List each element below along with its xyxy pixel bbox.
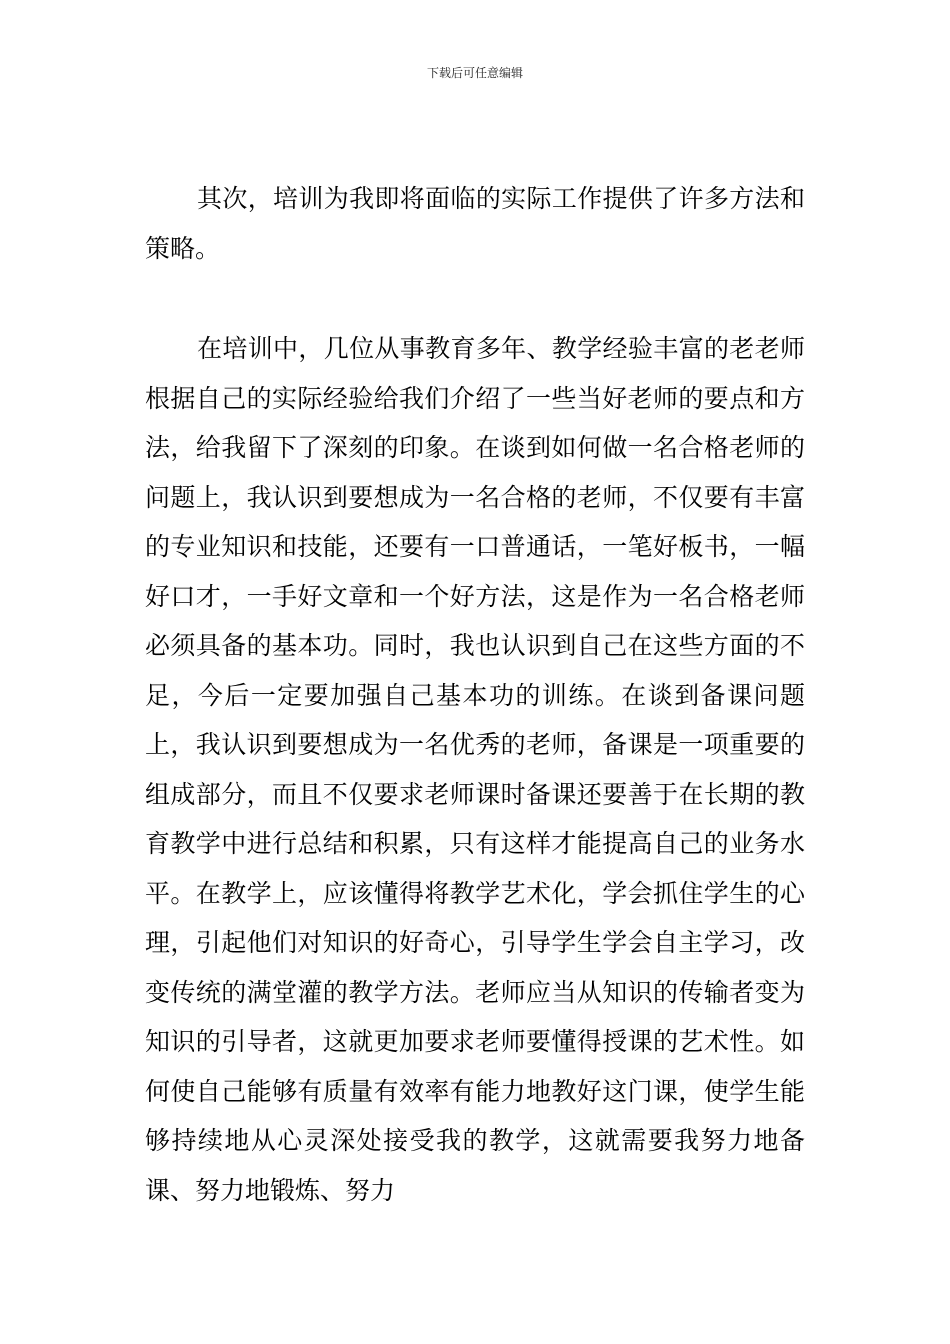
paragraph-2: 在培训中，几位从事教育多年、教学经验丰富的老老师根据自己的实际经验给我们介绍了一些当好老师的要点和方法，给我留下了深刻的印象。在谈到如何做一名合格老师的问题上，我认识到要想成为一名合格的老师，不仅要有丰富的专业知识和技能，还要有一口普通话，一笔好板书，一幅好口才，一手好文章和一个好方法，这是作为一名合格老师必须具备的基本功。同时，我也认识到自己在这些方面的不足，今后一定要加强自己基本功的训练。在谈到备课问题上，我认识到要想成为一名优秀的老师，备课是一项重要的组成部分，而且不仅要求老师课时备课还要善于在长期的教育教学中进行总结和积累，只有这样才能提高自己的业务水平。在教学上，应该懂得将教学艺术化，学会抓住学生的心理，引起他们对知识的好奇心，引导学生学会自主学习，改变传统的满堂灌的教学方法。老师应当从知识的传输者变为知识的引导者，这就更加要求老师要懂得授课的艺术性。如何使自己能够有质量有效率有能力地教好这门课，使学生能够持续地从心灵深处接受我的教学，这就需要我努力地备课、努力地锻炼、努力 [145, 334, 805, 1205]
page-header-note: 下载后可任意编辑 [426, 66, 523, 80]
paragraph-1: 其次，培训为我即将面临的实际工作提供了许多方法和策略。 [145, 184, 805, 263]
